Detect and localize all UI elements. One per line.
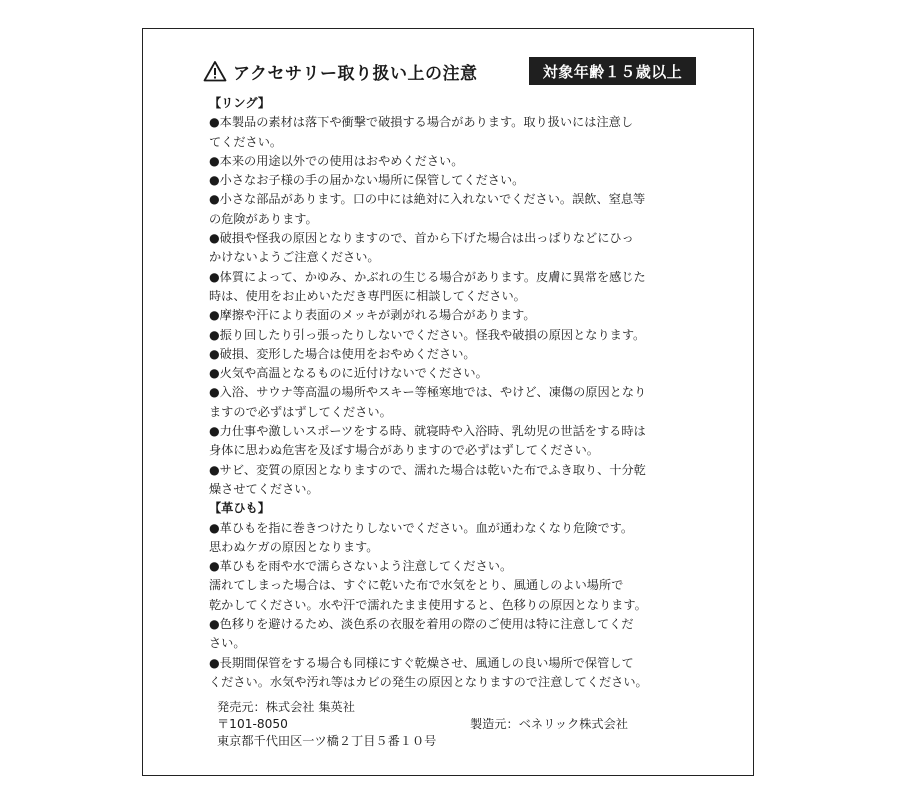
leather-line: 濡れてしまった場合は、すぐに乾いた布で水気をとり、風通しのよい場所で (209, 578, 624, 593)
leather-line: 思わぬケガの原因となります。 (209, 539, 379, 554)
leather-line: ●長期間保管をする場合も同様にすぐ乾燥させ、風通しの良い場所で保管して (209, 655, 634, 670)
ring-line: ●体質によって、かゆみ、かぶれの生じる場合があります。皮膚に異常を感じた (209, 269, 646, 284)
ring-line: 時は、使用をお止めいただき専門医に相談してください。 (209, 288, 526, 303)
ring-line: ●本来の用途以外での使用はおやめください。 (209, 153, 464, 168)
ring-line: の危険があります。 (209, 211, 318, 226)
leather-heading: 【革ひも】 (209, 501, 270, 516)
notice-title: アクセサリー取り扱い上の注意 (233, 63, 478, 84)
ring-line: てください。 (209, 134, 283, 149)
postal-code: 〒101-8050 (217, 717, 288, 731)
leather-line: ください。水気や汚れ等はカビの発生の原因となりますので注意してください。 (209, 674, 648, 689)
ring-line: かけないようご注意ください。 (209, 250, 380, 265)
ring-line: ●小さな部品があります。口の中には絶対に入れないでください。誤飲、窒息等 (209, 192, 646, 207)
leather-line: ●色移りを避けるため、淡色系の衣服を着用の際のご使用は特に注意してくだ (209, 617, 634, 632)
ring-line: ●本製品の素材は落下や衝撃で破損する場合があります。取り扱いには注意し (209, 115, 634, 130)
leather-line: さい。 (209, 636, 246, 651)
ring-line: ●破損や怪我の原因となりますので、首から下げた場合は出っぱりなどにひっ (209, 231, 634, 246)
age-badge: 対象年齢１５歳以上 (529, 57, 696, 85)
ring-line: ●破損、変形した場合は使用をおやめください。 (209, 346, 476, 361)
leather-line: ●革ひもを雨や水で濡らさないよう注意してください。 (209, 559, 513, 574)
manufacturer-info: 製造元：ベネリック株式会社 (470, 717, 628, 731)
seller-address: 東京都千代田区一ツ橋２丁目５番１０号 (217, 734, 437, 748)
warning-icon (203, 60, 227, 82)
ring-line: ●火気や高温となるものに近付けないでください。 (209, 366, 488, 381)
ring-heading: 【リング】 (209, 96, 271, 110)
ring-line: ●入浴、サウナ等高温の場所やスキー等極寒地では、やけど、凍傷の原因となり (209, 385, 647, 400)
ring-line: ●サビ、変質の原因となりますので、濡れた場合は乾いた布でふき取り、十分乾 (209, 462, 646, 477)
ring-line: ●力仕事や激しいスポーツをする時、就寝時や入浴時、乳幼児の世話をする時は (209, 424, 646, 439)
ring-line: ●小さなお子様の手の届かない場所に保管してください。 (209, 173, 525, 188)
ring-line: 身体に思わぬ危害を及ぼす場合がありますので必ずはずしてください。 (209, 443, 599, 458)
ring-line: 燥させてください。 (209, 481, 319, 496)
ring-line: ●振り回したり引っ張ったりしないでください。怪我や破損の原因となります。 (209, 327, 646, 342)
notice-content (209, 94, 697, 692)
notice-header (203, 56, 478, 86)
leather-line: ●革ひもを指に巻きつけたりしないでください。血が通わなくなり危険です。 (209, 520, 634, 535)
leather-line: 乾かしてください。水や汗で濡れたまま使用すると、色移りの原因となります。 (209, 597, 647, 612)
seller-name: 発売元：株式会社 集英社 (217, 700, 355, 714)
ring-line: ●摩擦や汗により表面のメッキが剥がれる場合があります。 (209, 308, 536, 323)
ring-line: ますので必ずはずしてください。 (209, 404, 392, 419)
seller-info (217, 699, 436, 750)
